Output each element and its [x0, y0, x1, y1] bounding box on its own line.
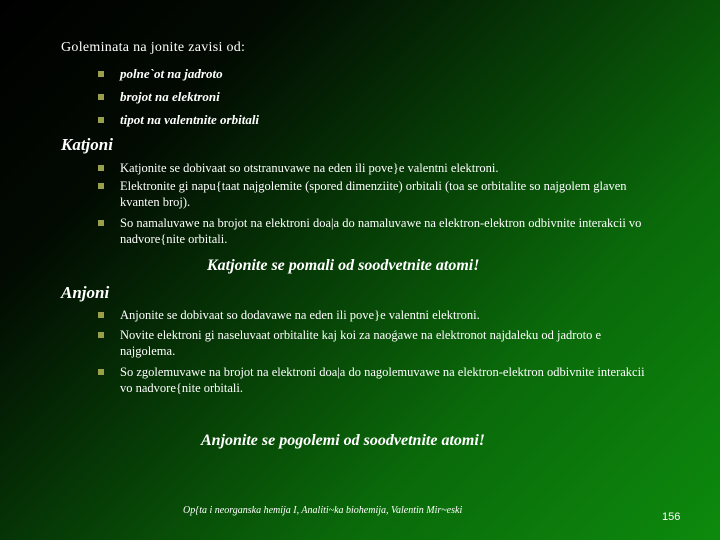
intro-text: Goleminata na jonite zavisi od: [61, 40, 246, 55]
footer-credit: Op{ta i neorganska hemija I, Analiti~ka biohemija, Valentin Mir~eski [183, 505, 463, 516]
cations-heading: Katjoni [61, 135, 113, 154]
intro-item-label: tipot na valentnite orbitali [120, 112, 260, 127]
intro-item-electrons [98, 89, 220, 105]
square-bullet-icon [98, 165, 104, 171]
anion-item-text: Anjonite se dobivaat so dodavawe na eden ili pove}e valentni elektroni. [120, 308, 480, 322]
anion-item-text: So zgolemuvawe na brojot na elektroni doa|a do nagolemuvawe na elektron-elektron odbivnite interakcii vo nadvore{nite orbitali. [120, 365, 645, 395]
cation-item [98, 161, 658, 177]
cation-item [98, 216, 658, 247]
square-bullet-icon [98, 94, 104, 100]
intro-item-label: polne`ot na jadroto [120, 66, 223, 81]
anion-item [98, 365, 658, 396]
square-bullet-icon [98, 183, 104, 189]
anion-item-text: Novite elektroni gi naseluvaat orbitalite kaj koi za naoǵawe na elektronot najdaleku od jadroto e najgolema. [120, 328, 602, 358]
intro-item-orbitals [98, 112, 259, 128]
cation-item-text: Elektronite gi napu{taat najgolemite (spored dimenziite) orbitali (toa se orbitalite so najgolem glaven kvanten broj). [120, 179, 627, 209]
anion-item [98, 308, 658, 324]
page-number: 156 [662, 511, 681, 523]
anions-conclusion: Anjonite se pogolemi od soodvetnite atomi! [201, 432, 485, 449]
cation-item [98, 179, 658, 210]
square-bullet-icon [98, 312, 104, 318]
anion-item [98, 328, 658, 359]
cations-conclusion: Katjonite se pomali od soodvetnite atomi! [207, 257, 480, 274]
intro-item-charge [98, 66, 223, 82]
cation-item-text: So namaluvawe na brojot na elektroni doa|a do namaluvawe na elektron-elektron odbivnite interakcii vo nadvore{nite orbitali. [120, 216, 642, 246]
square-bullet-icon [98, 332, 104, 338]
square-bullet-icon [98, 369, 104, 375]
square-bullet-icon [98, 220, 104, 226]
anions-heading: Anjoni [61, 283, 110, 302]
square-bullet-icon [98, 71, 104, 77]
intro-item-label: brojot na elektroni [120, 89, 220, 104]
cation-item-text: Katjonite se dobivaat so otstranuvawe na eden ili pove}e valentni elektroni. [120, 161, 499, 175]
square-bullet-icon [98, 117, 104, 123]
